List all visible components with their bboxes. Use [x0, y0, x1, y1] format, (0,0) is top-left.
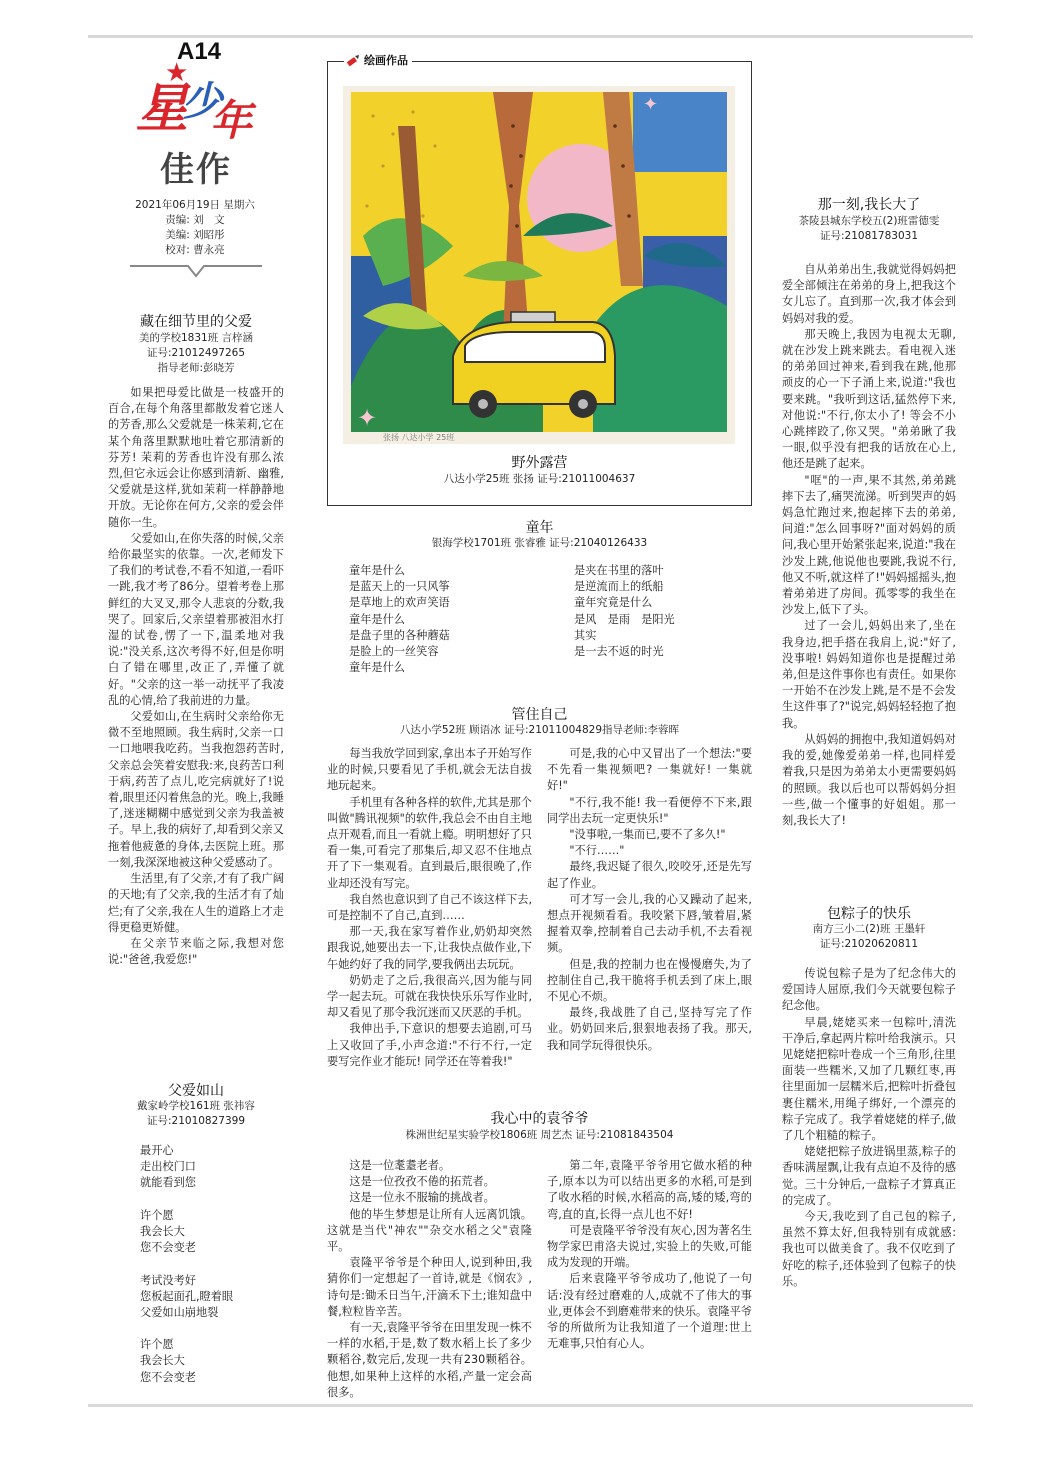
- paragraph: 如果把母爱比做是一枝盛开的百合,在每个角落里都散发着它迷人的芳香,那么父爱就是一株茉莉,它在某个角落里默默地吐着它那清新的芬芳! 茉莉的芳香也许没有那么浓烈,但它永远会让你感到清新、幽雅,父爱就是这样,犹如茉莉一样静静地开放。无论你在何方,父亲的爱会伴随你一生。: [108, 386, 284, 529]
- paragraph: 这是一位耄耋老者。: [349, 1159, 451, 1172]
- article-body-grown-up: [782, 262, 956, 829]
- poem-line: 最开心: [140, 1144, 174, 1157]
- poem-line: 是脸上的一丝笑容: [349, 644, 439, 658]
- byline-cert: 证号:21010827399: [146, 1115, 246, 1127]
- poem-line: 我会长大: [140, 1354, 185, 1368]
- section-name: 佳作: [160, 150, 232, 190]
- credits-block: [120, 198, 270, 258]
- poem-line: 许个愿: [140, 1208, 174, 1222]
- byline-grown-up: [770, 214, 968, 244]
- paragraph: 他的毕生梦想是让所有人远离饥饿。这就是当代"神农""杂交水稻之父"袁隆平。: [327, 1207, 532, 1254]
- article-title-father-details: 藏在细节里的父爱: [140, 314, 252, 330]
- poem-line: 是风 是雨 是阳光: [574, 612, 675, 626]
- paragraph: 在父亲节来临之际,我想对您说:"爸爸,我爱您!": [108, 936, 284, 967]
- paragraph: "哐"的一声,果不其然,弟弟跳摔下去了,痛哭流涕。听到哭声的妈妈急忙跑过来,抱起摔下去的弟弟,问道:"怎么回事呀?"面对妈妈的质问,我心里开始紧张起来,说道:"我在沙发上跳,他说他也要跳,我说不行,他又不听,就这样了!"妈妈摇摇头,抱着弟弟进了房间。孤零零的我坐在沙发上,低下了头。: [782, 473, 956, 617]
- paragraph: "不行,我不能! 我一看便停不下来,跟同学出去玩一定更快乐!": [547, 795, 752, 825]
- poem-childhood-right: [574, 563, 675, 660]
- article-body-father-details: [108, 385, 284, 968]
- painting-camping-illustration: [343, 86, 735, 444]
- article-title-self-control: 管住自己: [511, 707, 568, 723]
- paragraph: 姥姥把粽子放进锅里蒸,粽子的香味满屋飘,让我有点迫不及待的感觉。三十分钟后,一盘粽子才算真正的完成了。: [782, 1145, 956, 1207]
- svg-text:✦: ✦: [357, 404, 378, 432]
- page-number: A14: [177, 38, 222, 65]
- artwork-tag-label: 绘画作品: [364, 54, 408, 67]
- poem-line: 您板起面孔,瞪着眼: [140, 1289, 234, 1303]
- paragraph: 这是一位永不服输的挑战者。: [349, 1191, 495, 1205]
- article-body-yuan-grandpa-right: [547, 1158, 752, 1352]
- paragraph: 袁隆平爷爷是个种田人,说到种田,我猜你们一定想起了一首诗,就是《悯农》,诗句是:锄禾日当午,汗滴禾下土;谁知盘中餐,粒粒皆辛苦。: [327, 1256, 532, 1318]
- poem-line: 是草地上的欢声笑语: [349, 596, 450, 610]
- poem-line: 走出校门口: [140, 1160, 196, 1174]
- article-title-zongzi: 包粽子的快乐: [827, 906, 911, 922]
- issue-date: 2021年06月19日 星期六: [135, 199, 255, 211]
- paragraph: 早晨,姥姥买来一包粽叶,清洗干净后,拿起两片粽叶给我演示。只见姥姥把粽叶卷成一个三角形,往里面装一些糯米,又加了几颗红枣,再往里面加一层糯米后,把粽叶折叠包裹住糯米,用绳子绑好,一个漂亮的粽子完成了。我学着姥姥的样子,做了几个粗糙的粽子。: [782, 1015, 956, 1143]
- byline-school: 美的学校1831班 言梓涵: [138, 332, 254, 344]
- poem-stanza-gap: [140, 1321, 233, 1337]
- paragraph: 父爱如山,在你失落的时候,父亲给你最坚实的依靠。一次,老师发下了我们的考试卷,不看不知道,一看吓一跳,我才考了86分。望着考卷上那鲜红的大叉叉,那令人悲哀的分数,我哭了。回家后,父亲望着那被泪水打湿的试卷,愣了一下,温柔地对我说:"没关系,这次考得不好,但是你明白了错在哪里,改正了,弄懂了就好。"父亲的这一举一动抚平了我凌乱的心情,给了我前进的力量。: [108, 531, 284, 707]
- paragraph: 从妈妈的拥抱中,我知道妈妈对我的爱,她像爱弟弟一样,也同样爱着我,只是因为弟弟太小更需要妈妈的照顾。我以后也可以帮妈妈分担一些,做一个懂事的好姐姐。那一刻,我长大了!: [782, 732, 956, 827]
- article-body-yuan-grandpa-left: [327, 1158, 532, 1401]
- paragraph: 那一天,我在家写着作业,奶奶却突然跟我说,她要出去一下,让我快点做作业,下午她约好了我的同学,要我俩出去玩玩。: [327, 925, 532, 971]
- byline-father-details: [108, 331, 284, 376]
- paragraph: 奶奶走了之后,我很高兴,因为能与同学一起去玩。可就在我快快乐乐写作业时,却又看见了那令我沉迷而又厌恶的手机。: [327, 973, 532, 1020]
- poem-line: 考试没考好: [140, 1273, 196, 1287]
- poem-father: [140, 1143, 233, 1386]
- byline-school: 南方三小二(2)班 王墨轩: [812, 923, 926, 935]
- paragraph: 可是,我的心中又冒出了一个想法:"要不先看一集视频吧? 一集就好! 一集就好!": [547, 747, 752, 793]
- byline-self-control: 八达小学52班 顾语冰 证号:21011004829指导老师:李蓉晖: [399, 724, 680, 736]
- byline-school: 戴家岭学校161班 张祎容: [137, 1100, 255, 1112]
- paragraph: 但是,我的控制力也在慢慢磨失,为了控制住自己,我干脆将手机丢到了床上,眼不见心不烦。: [547, 957, 752, 1004]
- logo-char-xing: 星: [136, 78, 183, 139]
- artwork-tag: [344, 52, 412, 70]
- poem-line: 童年是什么: [349, 612, 405, 626]
- byline-cert: 证号:21012497265: [146, 347, 246, 359]
- poem-line: 童年是什么: [349, 564, 405, 577]
- article-body-self-control-left: [327, 746, 532, 1070]
- paragraph: 今天,我吃到了自己包的粽子,虽然不算太好,但我特别有成就感:我也可以做美食了。我不仅吃到了好吃的粽子,还体验到了包粽子的快乐。: [782, 1210, 956, 1288]
- byline-childhood: 银海学校1701班 张睿雅 证号:21040126433: [431, 537, 648, 549]
- poem-line: 许个愿: [140, 1338, 174, 1352]
- article-title-childhood: 童年: [525, 520, 554, 536]
- poem-line: 就能看到您: [140, 1176, 196, 1190]
- paragraph: 有一天,袁隆平爷爷在田里发现一株不一样的水稻,于是,数了数水稻上长了多少颗稻谷,数完后,发现一共有230颗稻谷。他想,如果种上这样的水稻,产量一定会高很多。: [327, 1321, 532, 1399]
- artwork-byline: 八达小学25班 张扬 证号:21011004637: [443, 473, 636, 485]
- credit-editor: 责编: 刘 文: [165, 214, 225, 226]
- paragraph: 传说包粽子是为了纪念伟大的爱国诗人屈原,我们今天就要包粽子纪念他。: [782, 967, 956, 1013]
- poem-line: 我会长大: [140, 1224, 185, 1238]
- byline-school: 茶陵县城东学校五(2)班雷德雯: [798, 215, 940, 227]
- logo-char-nian: 年: [210, 96, 253, 145]
- paragraph: 那天晚上,我因为电视太无聊,就在沙发上跳来跳去。看电视入迷的弟弟回过神来,看到我在跳,他那顽皮的心一下子涌上来,说道:"我也要来跳。"我听到这话,猛然停下来,对他说:"不行,你太小了! 等会不小心跳摔跤了,你又哭。"弟弟瞅了我一眼,似乎没有把我的话放在心上,他还是跳了起来。: [782, 327, 956, 471]
- poem-stanza-gap: [140, 1192, 233, 1208]
- paragraph: 自从弟弟出生,我就觉得妈妈把爱全部倾注在弟弟的身上,把我这个女儿忘了。直到那一次,我才体会到妈妈对我的爱。: [782, 263, 956, 325]
- poem-line: 是盘子里的各种蘑菇: [349, 628, 450, 642]
- credits-bracket-divider: [130, 264, 262, 278]
- paragraph: 父爱如山,在生病时父亲给你无微不至地照顾。我生病时,父亲一口一口地喂我吃药。当我抱怨药苦时,父亲总会笑着安慰我:来,良药苦口利于病,药苦了点儿,吃完病就好了!说着,眼里还闪着焦急的光。晚上,我睡了,迷迷糊糊中感觉到父亲为我盖被子。早上,我的病好了,却看到父亲又拖着他疲惫的身体,去医院上班。那一刻,我深深地被这种父爱感动了。: [108, 710, 284, 869]
- poem-line: 您不会变老: [140, 1241, 196, 1255]
- bottom-rule: [88, 1404, 973, 1407]
- paragraph: 过了一会儿,妈妈出来了,坐在我身边,把手搭在我肩上,说:"好了,没事啦! 妈妈知道你也是提醒过弟弟,但是这件事你也有责任。如果你一开始不在沙发上跳,是不是不会发生这件事了?"说完,妈妈轻轻抱了抱我。: [782, 619, 956, 730]
- poem-line: 童年是什么: [349, 661, 405, 675]
- paragraph: 我自然也意识到了自己不该这样下去,可是控制不了自己,直到……: [327, 892, 532, 923]
- logo-star-icon: ★: [165, 58, 189, 88]
- article-title-yuan-grandpa: 我心中的袁爷爷: [490, 1111, 589, 1127]
- paragraph: "没事啦,一集而已,要不了多久!": [569, 828, 726, 842]
- painting-signature: 张扬 八达小学 25班: [383, 433, 455, 442]
- paragraph: 第二年,袁隆平爷爷用它做水稻的种子,原本以为可以结出更多的水稻,可是到了收水稻的时候,水稻高的高,矮的矮,弯的弯,直的直,长得一点儿也不好!: [547, 1159, 752, 1221]
- poem-line: 是夹在书里的落叶: [574, 564, 664, 577]
- poem-stanza-gap: [140, 1256, 233, 1272]
- poem-childhood-left: [349, 563, 450, 676]
- byline-zongzi: [782, 922, 956, 952]
- article-body-zongzi: [782, 966, 956, 1290]
- paragraph: 最终,我战胜了自己,坚持写完了作业。奶奶回来后,狠狠地表扬了我。那天,我和同学玩得很快乐。: [547, 1006, 752, 1052]
- paragraph: 后来袁隆平爷爷成功了,他说了一句话:没有经过磨难的人,成就不了伟大的事业,更体会不到磨难带来的快乐。袁隆平爷爷的所做所为让我知道了一个道理:世上无难事,只怕有心人。: [547, 1272, 752, 1351]
- article-title-father-poem: 父爱如山: [168, 1083, 224, 1099]
- svg-text:✦: ✦: [643, 94, 659, 115]
- byline-cert: 证号:21020620811: [819, 938, 919, 950]
- poem-line: 父爱如山崩地裂: [140, 1305, 219, 1319]
- credit-art-editor: 美编: 刘昭彤: [165, 229, 225, 241]
- poem-line: 您不会变老: [140, 1370, 196, 1384]
- artwork-title: 野外露营: [511, 455, 568, 471]
- paragraph: 可才写一会儿,我的心又躁动了起来,想点开视频看看。我咬紧下唇,皱着眉,紧握着双拳,控制着自己去动手机,不去看视频。: [547, 892, 752, 955]
- poem-line: 其实: [574, 628, 597, 642]
- article-body-self-control-right: [547, 746, 752, 1054]
- byline-teacher: 指导老师:彭晓芳: [157, 362, 235, 374]
- paragraph: 可是袁隆平爷爷没有灰心,因为著名生物学家巴甫洛夫说过,实验上的失败,可能成为发现的开端。: [547, 1223, 752, 1270]
- paragraph: 生活里,有了父亲,才有了我广阔的天地;有了父亲,我的生活才有了灿烂;有了父亲,我在人生的道路上才走得更稳更矫健。: [108, 872, 284, 934]
- paragraph: 每当我放学回到家,拿出本子开始写作业的时候,只要看见了手机,就会无法自拔地玩起来。: [327, 747, 532, 793]
- logo-char-shao: 少: [182, 78, 222, 125]
- paragraph: 我伸出手,下意识的想要去追剧,可马上又收回了手,小声念道:"不行不行,一定要写完作业才能玩! 同学还在等着我!": [327, 1022, 532, 1068]
- byline-father-poem: [108, 1099, 284, 1129]
- poem-line: 是蓝天上的一只风筝: [349, 580, 450, 594]
- paragraph: 手机里有各种各样的软件,尤其是那个叫做"腾讯视频"的软件,我总会不由自主地点开观看,而且一看就上瘾。明明想好了只看一集,可看完了那集后,却又忍不住地点开了下一集观看。直到最后,眼很晚了,作业却还没有写完。: [327, 795, 532, 890]
- paragraph: 最终,我迟疑了很久,咬咬牙,还是先写起了作业。: [547, 860, 752, 890]
- byline-yuan-grandpa: 株洲世纪星实验学校1806班 周艺杰 证号:21081843504: [405, 1129, 674, 1141]
- poem-line: 是逆流而上的纸船: [574, 580, 664, 594]
- article-title-grown-up: 那一刻,我长大了: [817, 197, 921, 213]
- paragraph: "不行……": [569, 844, 625, 858]
- byline-cert: 证号:21081783031: [819, 230, 919, 242]
- poem-line: 是一去不返的时光: [574, 644, 664, 658]
- paragraph: 这是一位孜孜不倦的拓荒者。: [349, 1175, 495, 1189]
- brush-icon: [346, 54, 360, 68]
- credit-proofreader: 校对: 曹永亮: [165, 244, 225, 256]
- poem-line: 童年究竟是什么: [574, 596, 653, 610]
